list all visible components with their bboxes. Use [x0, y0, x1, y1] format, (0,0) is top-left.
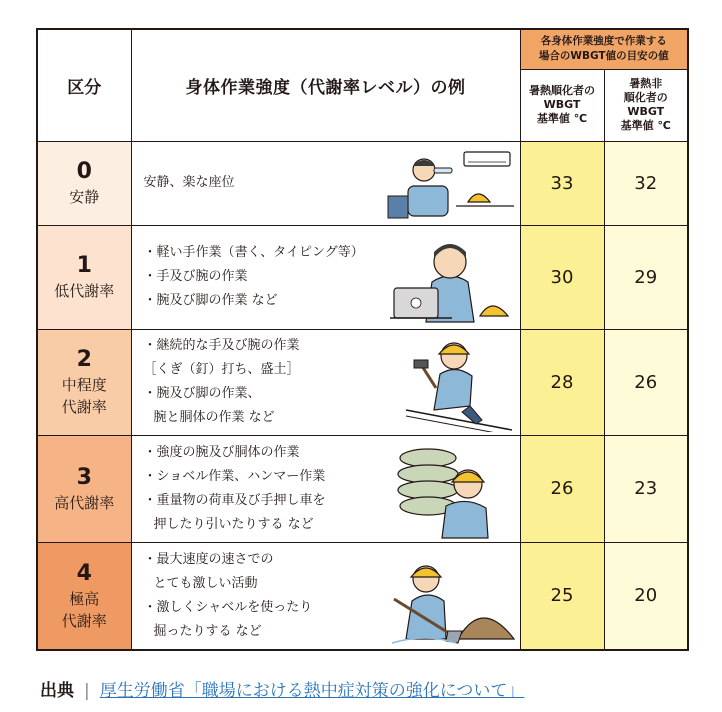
- example-cell: ・継続的な手及び腕の作業 ［くぎ（釘）打ち、盛土］ ・腕及び脚の作業、 腕と胴体の作業 など: [131, 329, 520, 435]
- acclimatized-value: 26: [520, 435, 604, 542]
- header-wbgt-group: 各身体作業強度で作業する 場合のWBGT値の目安の値: [520, 29, 688, 69]
- shoveling-worker-illustration: [386, 547, 516, 647]
- acclimatized-value: 30: [520, 225, 604, 329]
- non-acclimatized-value: 20: [604, 542, 688, 650]
- acclimatized-value: 33: [520, 141, 604, 225]
- category-cell: 2 中程度 代謝率: [37, 329, 131, 435]
- hammering-worker-illustration: [386, 334, 516, 432]
- non-acclimatized-value: 23: [604, 435, 688, 542]
- table-row: [37, 329, 688, 435]
- resting-worker-illustration: [386, 146, 516, 220]
- example-cell: ・軽い手作業（書く、タイピング等） ・手及び腕の作業 ・腕及び脚の作業 など: [131, 225, 520, 329]
- table-row: [37, 542, 688, 650]
- non-acclimatized-value: 26: [604, 329, 688, 435]
- source-link[interactable]: 厚生労働省「職場における熱中症対策の強化について」: [99, 681, 525, 701]
- carrying-sacks-worker-illustration: [386, 440, 516, 539]
- category-cell: 4 極高 代謝率: [37, 542, 131, 650]
- typing-worker-illustration: [386, 230, 516, 326]
- category-cell: 1 低代謝率: [37, 225, 131, 329]
- example-cell: ・最大速度の速さでの とても激しい活動 ・激しくシャベルを使ったり 掘ったりする など: [131, 542, 520, 650]
- example-cell: 安静、楽な座位: [131, 141, 520, 225]
- source-separator: |: [84, 681, 90, 701]
- non-acclimatized-value: 29: [604, 225, 688, 329]
- non-acclimatized-value: 32: [604, 141, 688, 225]
- header-category: 区分: [37, 29, 131, 141]
- header-non-acclimatized: 暑熱非 順化者の WBGT 基準値 ℃: [604, 69, 688, 141]
- source-label: 出典: [40, 681, 74, 701]
- category-cell: 0 安静: [37, 141, 131, 225]
- wbgt-table: [36, 28, 689, 651]
- header-example: 身体作業強度（代謝率レベル）の例: [131, 29, 520, 141]
- example-cell: ・強度の腕及び胴体の作業 ・ショベル作業、ハンマー作業 ・重量物の荷車及び手押し車を 押したり引いたりする など: [131, 435, 520, 542]
- acclimatized-value: 25: [520, 542, 604, 650]
- table-row: [37, 225, 688, 329]
- category-cell: 3 高代謝率: [37, 435, 131, 542]
- header-acclimatized: 暑熱順化者の WBGT 基準値 ℃: [520, 69, 604, 141]
- source-line: [40, 676, 524, 701]
- table-row: [37, 141, 688, 225]
- acclimatized-value: 28: [520, 329, 604, 435]
- table-row: [37, 435, 688, 542]
